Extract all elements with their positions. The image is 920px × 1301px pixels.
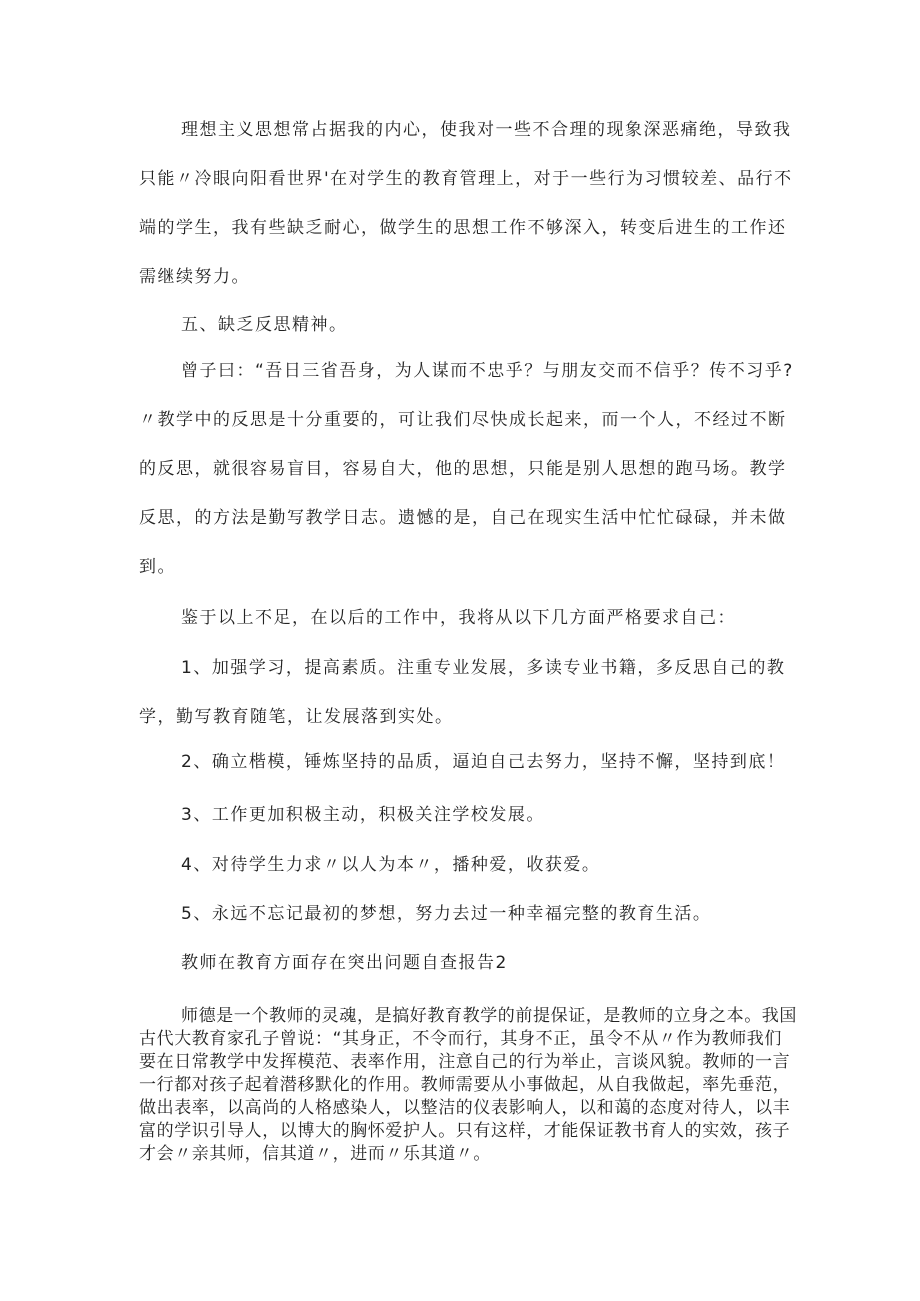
list-item-5: 5、永远不忘记最初的梦想，努力去过一种幸福完整的教育生活。 — [181, 904, 712, 924]
paragraph-zengzi-reflection: 曾子曰：“吾日三省吾身，为人谋而不忠乎？与朋友交而不信乎？传不习乎?〃教学中的反思是十分重要的，可让我们尽快成长起来，而一个人，不经过不断的反思，就很容易盲目，容易自大，他的思想，只能是别人思想的跑马场。教学反思，的方法是勤写教学日志。遗憾的是，自己在现实生活中忙忙碌碌，并未做到。 — [139, 361, 794, 577]
list-item-4: 4、对待学生力求〃以人为本〃，播种爱，收获爱。 — [181, 855, 601, 875]
heading-lack-of-reflection: 五、缺乏反思精神。 — [181, 315, 348, 335]
list-item-1: 1、加强学习，提高素质。注重专业发展，多读专业书籍，多反思自己的教学，勤写教育随笔，让发展落到实处。 — [139, 658, 786, 727]
paragraph-teacher-ethics: 师德是一个教师的灵魂，是搞好教育教学的前提保证，是教师的立身之本。我国古代大教育家孔子曾说：“其身正，不令而行，其身不正，虽令不从〃作为教师我们要在日常教学中发挥模范、表率作用，注意自己的行为举止，言谈风貌。教师的一言一行都对孩子起着潜移默化的作用。教师需要从小事做起，从自我做起，率先垂范，做出表率，以高尚的人格感染人，以整洁的仪表影响人，以和蔼的态度对待人，以丰富的学识引导人，以博大的胸怀爱护人。只有这样，才能保证教书育人的实效，孩子才会〃亲其师，信其道〃，进而〃乐其道〃。 — [139, 1006, 797, 1164]
paragraph-improvement-intro: 鉴于以上不足，在以后的工作中，我将从以下几方面严格要求自己： — [181, 608, 736, 628]
report-section-title: 教师在教育方面存在突出问题自查报告2 — [181, 953, 508, 973]
paragraph-idealism: 理想主义思想常占据我的内心，使我对一些不合理的现象深恶痛绝，导致我只能〃冷眼向阳看世界'在对学生的教育管理上，对于一些行为习惯较差、品行不端的学生，我有些缺乏耐心，做学生的思想工作不够深入，转变后进生的工作还需继续努力。 — [139, 120, 793, 287]
list-item-2: 2、确立楷模，锤炼坚持的品质，逼迫自己去努力，坚持不懈，坚持到底！ — [181, 752, 786, 772]
list-item-3: 3、工作更加积极主动，积极关注学校发展。 — [181, 805, 545, 825]
